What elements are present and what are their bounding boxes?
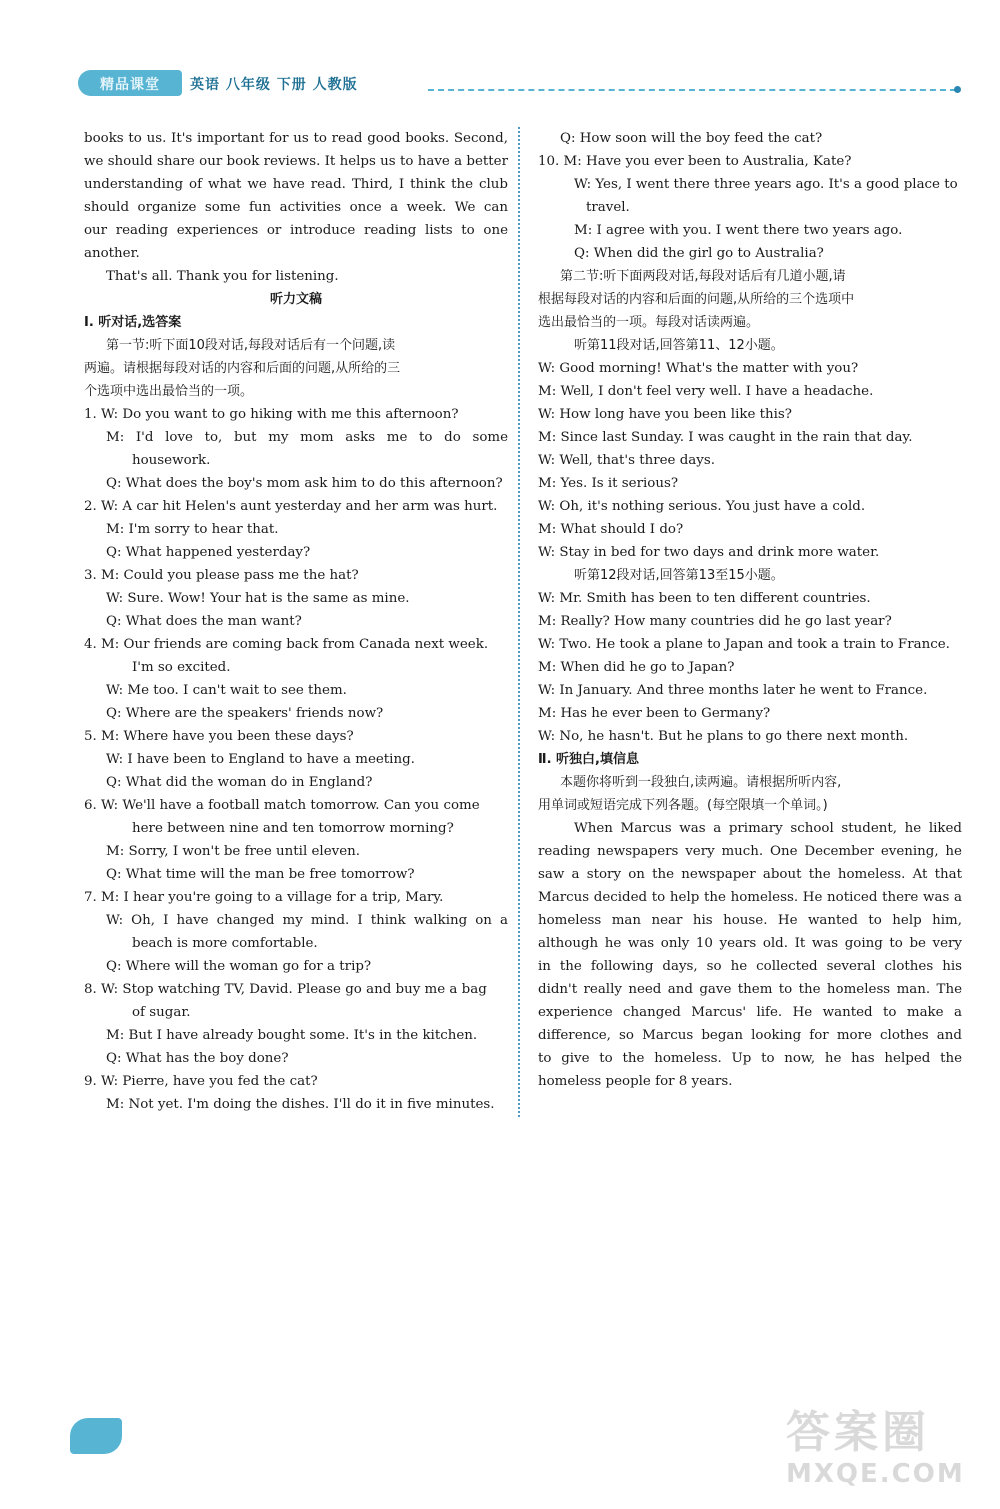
watermark-bottom: MXQE.COM: [786, 1459, 965, 1489]
text-line: 7. M: I hear you're going to a village for a trip, Mary.: [84, 890, 444, 905]
text-line: Q: When did the girl go to Australia?: [574, 246, 824, 261]
text-line: 选出最恰当的一项。每段对话读两遍。: [538, 315, 760, 330]
text-line: saw a story on the newspaper about the homeless. At that: [538, 867, 962, 882]
text-line: M: I'd love to, but my mom asks me to do some: [106, 430, 508, 445]
text-line: to give to the homeless. Up to now, he has helped the: [538, 1051, 962, 1066]
watermark-top: 答案圈: [786, 1407, 930, 1458]
text-line: Ⅰ. 听对话,选答案: [84, 315, 182, 330]
page-number-badge: [70, 1418, 122, 1454]
text-line: W: Oh, it's nothing serious. You just have a cold.: [538, 499, 866, 514]
text-line: difference, so Marcus began looking for more clothes and: [538, 1028, 962, 1043]
text-line: 2. W: A car hit Helen's aunt yesterday and her arm was hurt.: [84, 499, 498, 514]
text-line: 3. M: Could you please pass me the hat?: [84, 568, 359, 583]
header-badge: [78, 70, 182, 96]
text-line: 5. M: Where have you been these days?: [84, 729, 354, 744]
text-line: 6. W: We'll have a football match tomorrow. Can you come: [84, 798, 480, 813]
text-line: M: Sorry, I won't be free until eleven.: [106, 844, 360, 859]
text-line: W: Me too. I can't wait to see them.: [106, 683, 347, 698]
text-line: W: Stay in bed for two days and drink more water.: [538, 545, 880, 560]
text-line: housework.: [132, 453, 211, 468]
text-line: Q: What does the man want?: [106, 614, 302, 629]
text-line: W: How long have you been like this?: [538, 407, 792, 422]
text-line: When Marcus was a primary school student, he liked: [574, 821, 962, 836]
text-line: 第一节:听下面10段对话,每段对话后有一个问题,读: [106, 338, 396, 353]
text-line: of sugar.: [132, 1005, 191, 1020]
text-line: although he was only 10 years old. It was going to be very: [538, 936, 962, 951]
column-divider: [518, 127, 520, 1117]
text-line: Q: What did the woman do in England?: [106, 775, 373, 790]
left-column: [84, 127, 508, 1116]
text-line: W: Sure. Wow! Your hat is the same as mine.: [106, 591, 410, 606]
text-line: another.: [84, 246, 140, 261]
text-line: didn't really need and gave them to the homeless man. The: [538, 982, 962, 997]
text-line: homeless man near his house. He wanted to help him,: [538, 913, 962, 928]
text-line: M: Since last Sunday. I was caught in the rain that day.: [538, 430, 913, 445]
text-line: our reading experiences or introduce reading lists to one: [84, 223, 508, 238]
text-line: M: I agree with you. I went there two years ago.: [574, 223, 903, 238]
text-line: I'm so excited.: [132, 660, 231, 675]
text-line: understanding of what we have read. Third, I think the club: [84, 177, 508, 192]
text-line: W: In January. And three months later he went to France.: [538, 683, 928, 698]
text-line: should organize some fun activities once a week. We can: [84, 200, 508, 215]
text-line: M: When did he go to Japan?: [538, 660, 735, 675]
header-dot: [954, 86, 961, 93]
text-line: 8. W: Stop watching TV, David. Please go and buy me a bag: [84, 982, 487, 997]
text-line: W: Well, that's three days.: [538, 453, 715, 468]
text-line: 4. M: Our friends are coming back from Canada next week.: [84, 637, 489, 652]
text-line: 根据每段对话的内容和后面的问题,从所给的三个选项中: [538, 292, 855, 307]
text-line: 1. W: Do you want to go hiking with me this afternoon?: [84, 407, 459, 422]
text-line: W: Mr. Smith has been to ten different countries.: [538, 591, 871, 606]
text-line: here between nine and ten tomorrow morning?: [132, 821, 454, 836]
header-divider: [428, 89, 956, 91]
text-line: M: What should I do?: [538, 522, 684, 537]
text-line: Q: How soon will the boy feed the cat?: [560, 131, 823, 146]
text-line: M: I'm sorry to hear that.: [106, 522, 279, 537]
text-line: 9. W: Pierre, have you fed the cat?: [84, 1074, 318, 1089]
text-line: M: Not yet. I'm doing the dishes. I'll do it in five minutes.: [106, 1097, 495, 1112]
text-line: W: I have been to England to have a meeting.: [106, 752, 415, 767]
text-line: experience changed Marcus' life. He wanted to make a: [538, 1005, 962, 1020]
text-line: W: Two. He took a plane to Japan and took a train to France.: [538, 637, 950, 652]
text-line: W: Yes, I went there three years ago. It's a good place to: [574, 177, 958, 192]
watermark: [786, 1407, 986, 1499]
text-line: Q: What time will the man be free tomorrow?: [106, 867, 415, 882]
text-line: 第二节:听下面两段对话,每段对话后有几道小题,请: [560, 269, 846, 284]
text-line: M: Has he ever been to Germany?: [538, 706, 771, 721]
text-line: 听力文稿: [269, 292, 322, 307]
text-line: 用单词或短语完成下列各题。(每空限填一个单词。): [538, 798, 828, 813]
text-line: Q: Where are the speakers' friends now?: [106, 706, 384, 721]
text-line: Ⅱ. 听独白,填信息: [538, 752, 639, 767]
text-line: M: Really? How many countries did he go last year?: [538, 614, 892, 629]
text-line: travel.: [586, 200, 630, 215]
text-line: 听第12段对话,回答第13至15小题。: [574, 568, 784, 583]
text-line: M: Yes. Is it serious?: [538, 476, 679, 491]
text-line: 10. M: Have you ever been to Australia, Kate?: [538, 154, 852, 169]
text-line: Q: What has the boy done?: [106, 1051, 289, 1066]
text-line: M: But I have already bought some. It's in the kitchen.: [106, 1028, 478, 1043]
text-line: M: Well, I don't feel very well. I have a headache.: [538, 384, 874, 399]
text-line: beach is more comfortable.: [132, 936, 318, 951]
text-line: That's all. Thank you for listening.: [106, 269, 339, 284]
text-line: 本题你将听到一段独白,读两遍。请根据所听内容,: [560, 775, 842, 790]
text-line: 两遍。请根据每段对话的内容和后面的问题,从所给的三: [84, 361, 401, 376]
text-line: Q: What does the boy's mom ask him to do this afternoon?: [106, 476, 503, 491]
text-line: W: No, he hasn't. But he plans to go there next month.: [538, 729, 909, 744]
text-line: books to us. It's important for us to read good books. Second,: [84, 131, 508, 146]
text-line: W: Good morning! What's the matter with you?: [538, 361, 859, 376]
header-badge-text: 精品课堂: [100, 77, 160, 93]
text-line: reading newspapers very much. One December evening, he: [538, 844, 962, 859]
text-line: Q: What happened yesterday?: [106, 545, 311, 560]
text-line: we should share our book reviews. It helps us to have a better: [84, 154, 508, 169]
text-line: Q: Where will the woman go for a trip?: [106, 959, 372, 974]
text-line: W: Oh, I have changed my mind. I think walking on a: [106, 913, 508, 928]
text-line: in the following days, so he collected several clothes his: [538, 959, 962, 974]
header-title: 英语 八年级 下册 人教版: [190, 77, 358, 93]
text-line: 听第11段对话,回答第11、12小题。: [574, 338, 784, 353]
right-column: [538, 127, 962, 1093]
text-line: homeless people for 8 years.: [538, 1074, 733, 1089]
text-line: 个选项中选出最恰当的一项。: [84, 384, 254, 399]
text-line: Marcus decided to help the homeless. He noticed there was a: [538, 890, 962, 905]
